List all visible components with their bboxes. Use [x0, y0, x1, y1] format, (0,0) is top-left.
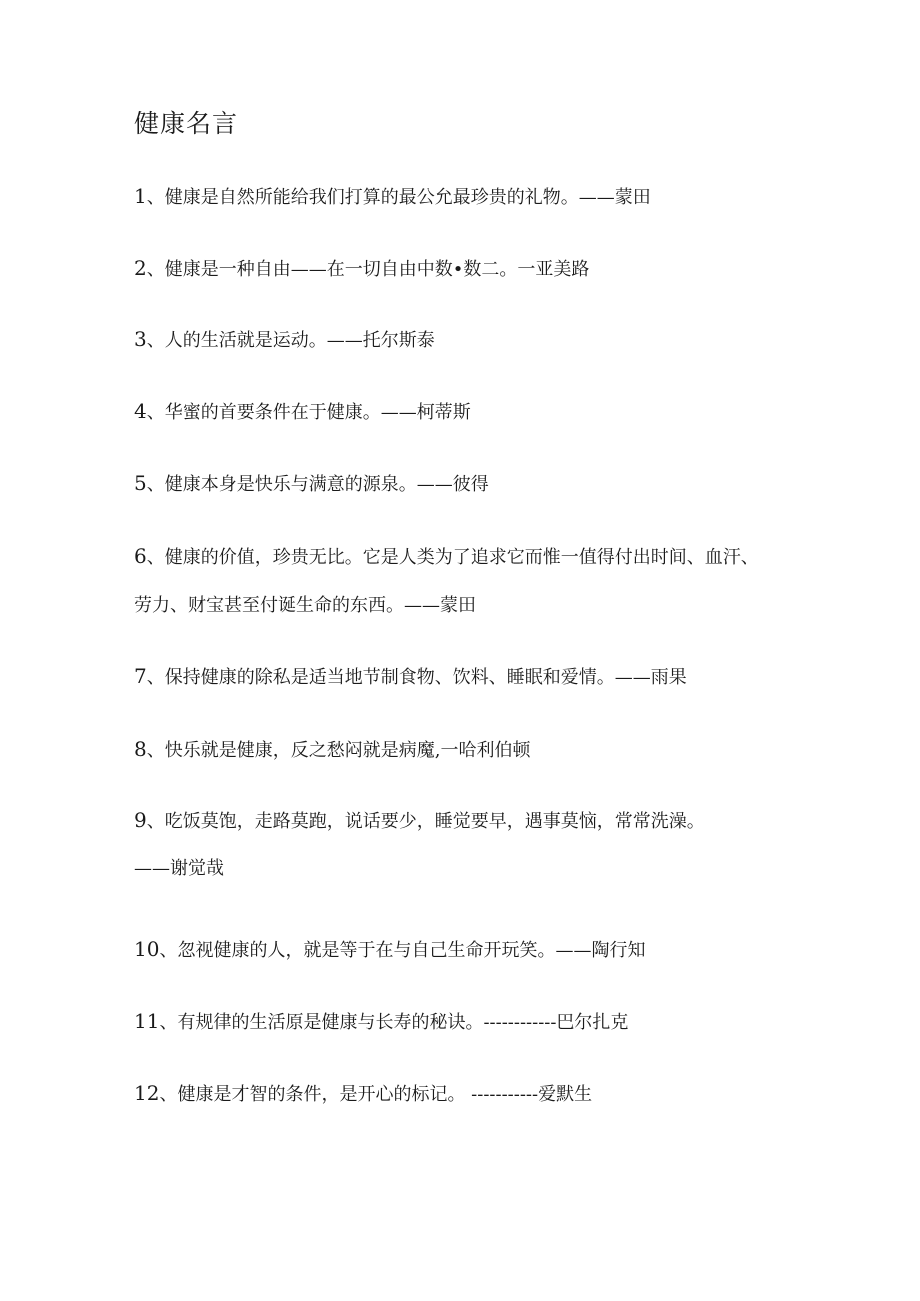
quote-text: 、健康是自然所能给我们打算的最公允最珍贵的礼物。——蒙田: [146, 187, 651, 208]
quote-2: [134, 256, 589, 282]
quote-number: 2: [134, 256, 147, 280]
quote-text: 、华蜜的首要条件在于健康。——柯蒂斯: [146, 402, 471, 423]
quote-12: [134, 1081, 592, 1107]
quote-5: [134, 471, 489, 497]
quote-text: 、忽视健康的人，就是等于在与自己生命开玩笑。——陶行知: [159, 940, 646, 961]
quote-text: 、健康是才智的条件，是开心的标记。 -----------爱默生: [159, 1084, 593, 1105]
quote-9-continuation: ——谢觉哉: [134, 858, 224, 879]
quote-number: 12: [134, 1081, 160, 1105]
quote-1: [134, 184, 651, 210]
document-title: 健康名言: [134, 109, 239, 138]
quote-6: [134, 544, 759, 570]
quote-8: [134, 737, 530, 763]
quote-number: 5: [134, 471, 147, 495]
quote-number: 7: [134, 664, 147, 688]
quote-text: 、健康是一种自由——在一切自由中数•数二。一亚美路: [146, 259, 590, 280]
quote-number: 8: [134, 737, 147, 761]
quote-9: [134, 808, 705, 834]
quote-number: 4: [134, 399, 147, 423]
quote-text: 、健康本身是快乐与满意的源泉。——彼得: [146, 474, 489, 495]
quote-number: 10: [134, 937, 160, 961]
quote-text: 、保持健康的除私是适当地节制食物、饮料、睡眠和爱情。——雨果: [146, 667, 687, 688]
quote-4: [134, 399, 471, 425]
quote-text: 、人的生活就是运动。——托尔斯泰: [146, 330, 435, 351]
quote-3: [134, 327, 435, 353]
quote-7: [134, 664, 687, 690]
quote-text: 、吃饭莫饱，走路莫跑，说话要少，睡觉要早，遇事莫恼，常常洗澡。: [146, 811, 705, 832]
quote-6-continuation: 劳力、财宝甚至付诞生命的东西。——蒙田: [134, 595, 476, 616]
quote-number: 9: [134, 808, 147, 832]
quote-text: 、快乐就是健康，反之愁闷就是病魔,一哈利伯顿: [146, 740, 531, 761]
quote-number: 3: [134, 327, 147, 351]
quote-number: 1: [134, 184, 147, 208]
quote-11: [134, 1009, 628, 1035]
quote-text: 、健康的价值，珍贵无比。它是人类为了追求它而惟一值得付出时间、血汗、: [146, 547, 759, 568]
quote-number: 6: [134, 544, 147, 568]
quote-number: 11: [134, 1009, 160, 1033]
quote-10: [134, 937, 645, 963]
quote-text: 、有规律的生活原是健康与长寿的秘诀。------------巴尔扎克: [159, 1012, 629, 1033]
